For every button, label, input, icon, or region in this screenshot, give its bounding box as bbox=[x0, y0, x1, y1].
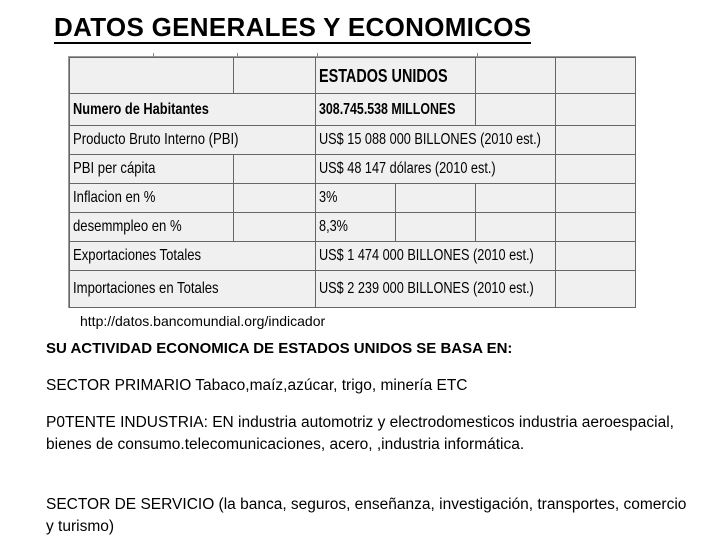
section-heading: SU ACTIVIDAD ECONOMICA DE ESTADOS UNIDOS SE BASA EN: bbox=[46, 340, 513, 357]
table-cell bbox=[396, 184, 476, 213]
row-label bbox=[70, 271, 316, 308]
table-cell bbox=[556, 126, 636, 155]
row-value-text: 8,3% bbox=[319, 218, 348, 235]
row-label-text: Numero de Habitantes bbox=[73, 100, 209, 118]
country-header bbox=[316, 58, 476, 94]
page-title: DATOS GENERALES Y ECONOMICOS bbox=[54, 12, 532, 42]
table-cell bbox=[234, 58, 316, 94]
table-cell bbox=[556, 271, 636, 308]
row-label bbox=[70, 155, 234, 184]
table-cell bbox=[70, 58, 234, 94]
row-value bbox=[316, 184, 396, 213]
industria-paragraph: P0TENTE INDUSTRIA: EN industria automotriz y electrodomesticos industria aeroespacial, bienes de consumo.telecomunicaciones, acero, ,industria informática. bbox=[46, 414, 674, 453]
table-cell bbox=[556, 58, 636, 94]
row-label-text: Producto Bruto Interno (PBI) bbox=[73, 131, 239, 148]
row-label bbox=[70, 213, 234, 242]
row-label bbox=[70, 94, 316, 126]
table-row bbox=[70, 184, 636, 213]
row-label-text: Exportaciones Totales bbox=[73, 247, 202, 264]
table-cell bbox=[556, 155, 636, 184]
row-value-text: US$ 1 474 000 BILLONES (2010 est.) bbox=[319, 247, 534, 264]
table-cell bbox=[556, 213, 636, 242]
table-cell bbox=[476, 184, 556, 213]
row-value bbox=[316, 126, 556, 155]
table-cell bbox=[556, 94, 636, 126]
table-cell bbox=[234, 213, 316, 242]
table-row bbox=[70, 213, 636, 242]
row-value-text: US$ 15 088 000 BILLONES (2010 est.) bbox=[319, 131, 541, 148]
row-value bbox=[316, 271, 556, 308]
row-value-text: 308.745.538 MILLONES bbox=[319, 100, 456, 118]
sector-primario-paragraph: SECTOR PRIMARIO Tabaco,maíz,azúcar, trigo, minería ETC bbox=[46, 377, 468, 394]
row-value bbox=[316, 213, 396, 242]
row-label bbox=[70, 242, 316, 271]
country-header-label: ESTADOS UNIDOS bbox=[319, 65, 448, 86]
row-label-text: desemmpleo en % bbox=[73, 218, 182, 235]
table-cell bbox=[234, 184, 316, 213]
table-row bbox=[70, 271, 636, 308]
table-row bbox=[70, 126, 636, 155]
sector-servicio-paragraph: SECTOR DE SERVICIO (la banca, seguros, enseñanza, investigación, transportes, comercio y turismo) bbox=[46, 496, 687, 535]
table-cell bbox=[476, 58, 556, 94]
table-cell bbox=[396, 213, 476, 242]
economic-data-table bbox=[68, 56, 636, 308]
row-value-text: 3% bbox=[319, 189, 338, 206]
table-cell bbox=[476, 94, 556, 126]
row-label-text: Inflacion en % bbox=[73, 189, 156, 206]
row-label-text: Importaciones en Totales bbox=[73, 280, 219, 297]
row-value bbox=[316, 242, 556, 271]
row-value bbox=[316, 155, 556, 184]
table-row bbox=[70, 94, 636, 126]
table-cell bbox=[556, 184, 636, 213]
table-row bbox=[70, 155, 636, 184]
table-cell bbox=[556, 242, 636, 271]
row-label-text: PBI per cápita bbox=[73, 160, 156, 177]
source-url: http://datos.bancomundial.org/indicador bbox=[80, 313, 326, 329]
row-value-text: US$ 48 147 dólares (2010 est.) bbox=[319, 160, 496, 177]
table-cell bbox=[234, 155, 316, 184]
row-label bbox=[70, 126, 316, 155]
table-row bbox=[70, 242, 636, 271]
table-header-row bbox=[70, 58, 636, 94]
row-label bbox=[70, 184, 234, 213]
row-value-text: US$ 2 239 000 BILLONES (2010 est.) bbox=[319, 280, 534, 297]
table-cell bbox=[476, 213, 556, 242]
row-value bbox=[316, 94, 476, 126]
